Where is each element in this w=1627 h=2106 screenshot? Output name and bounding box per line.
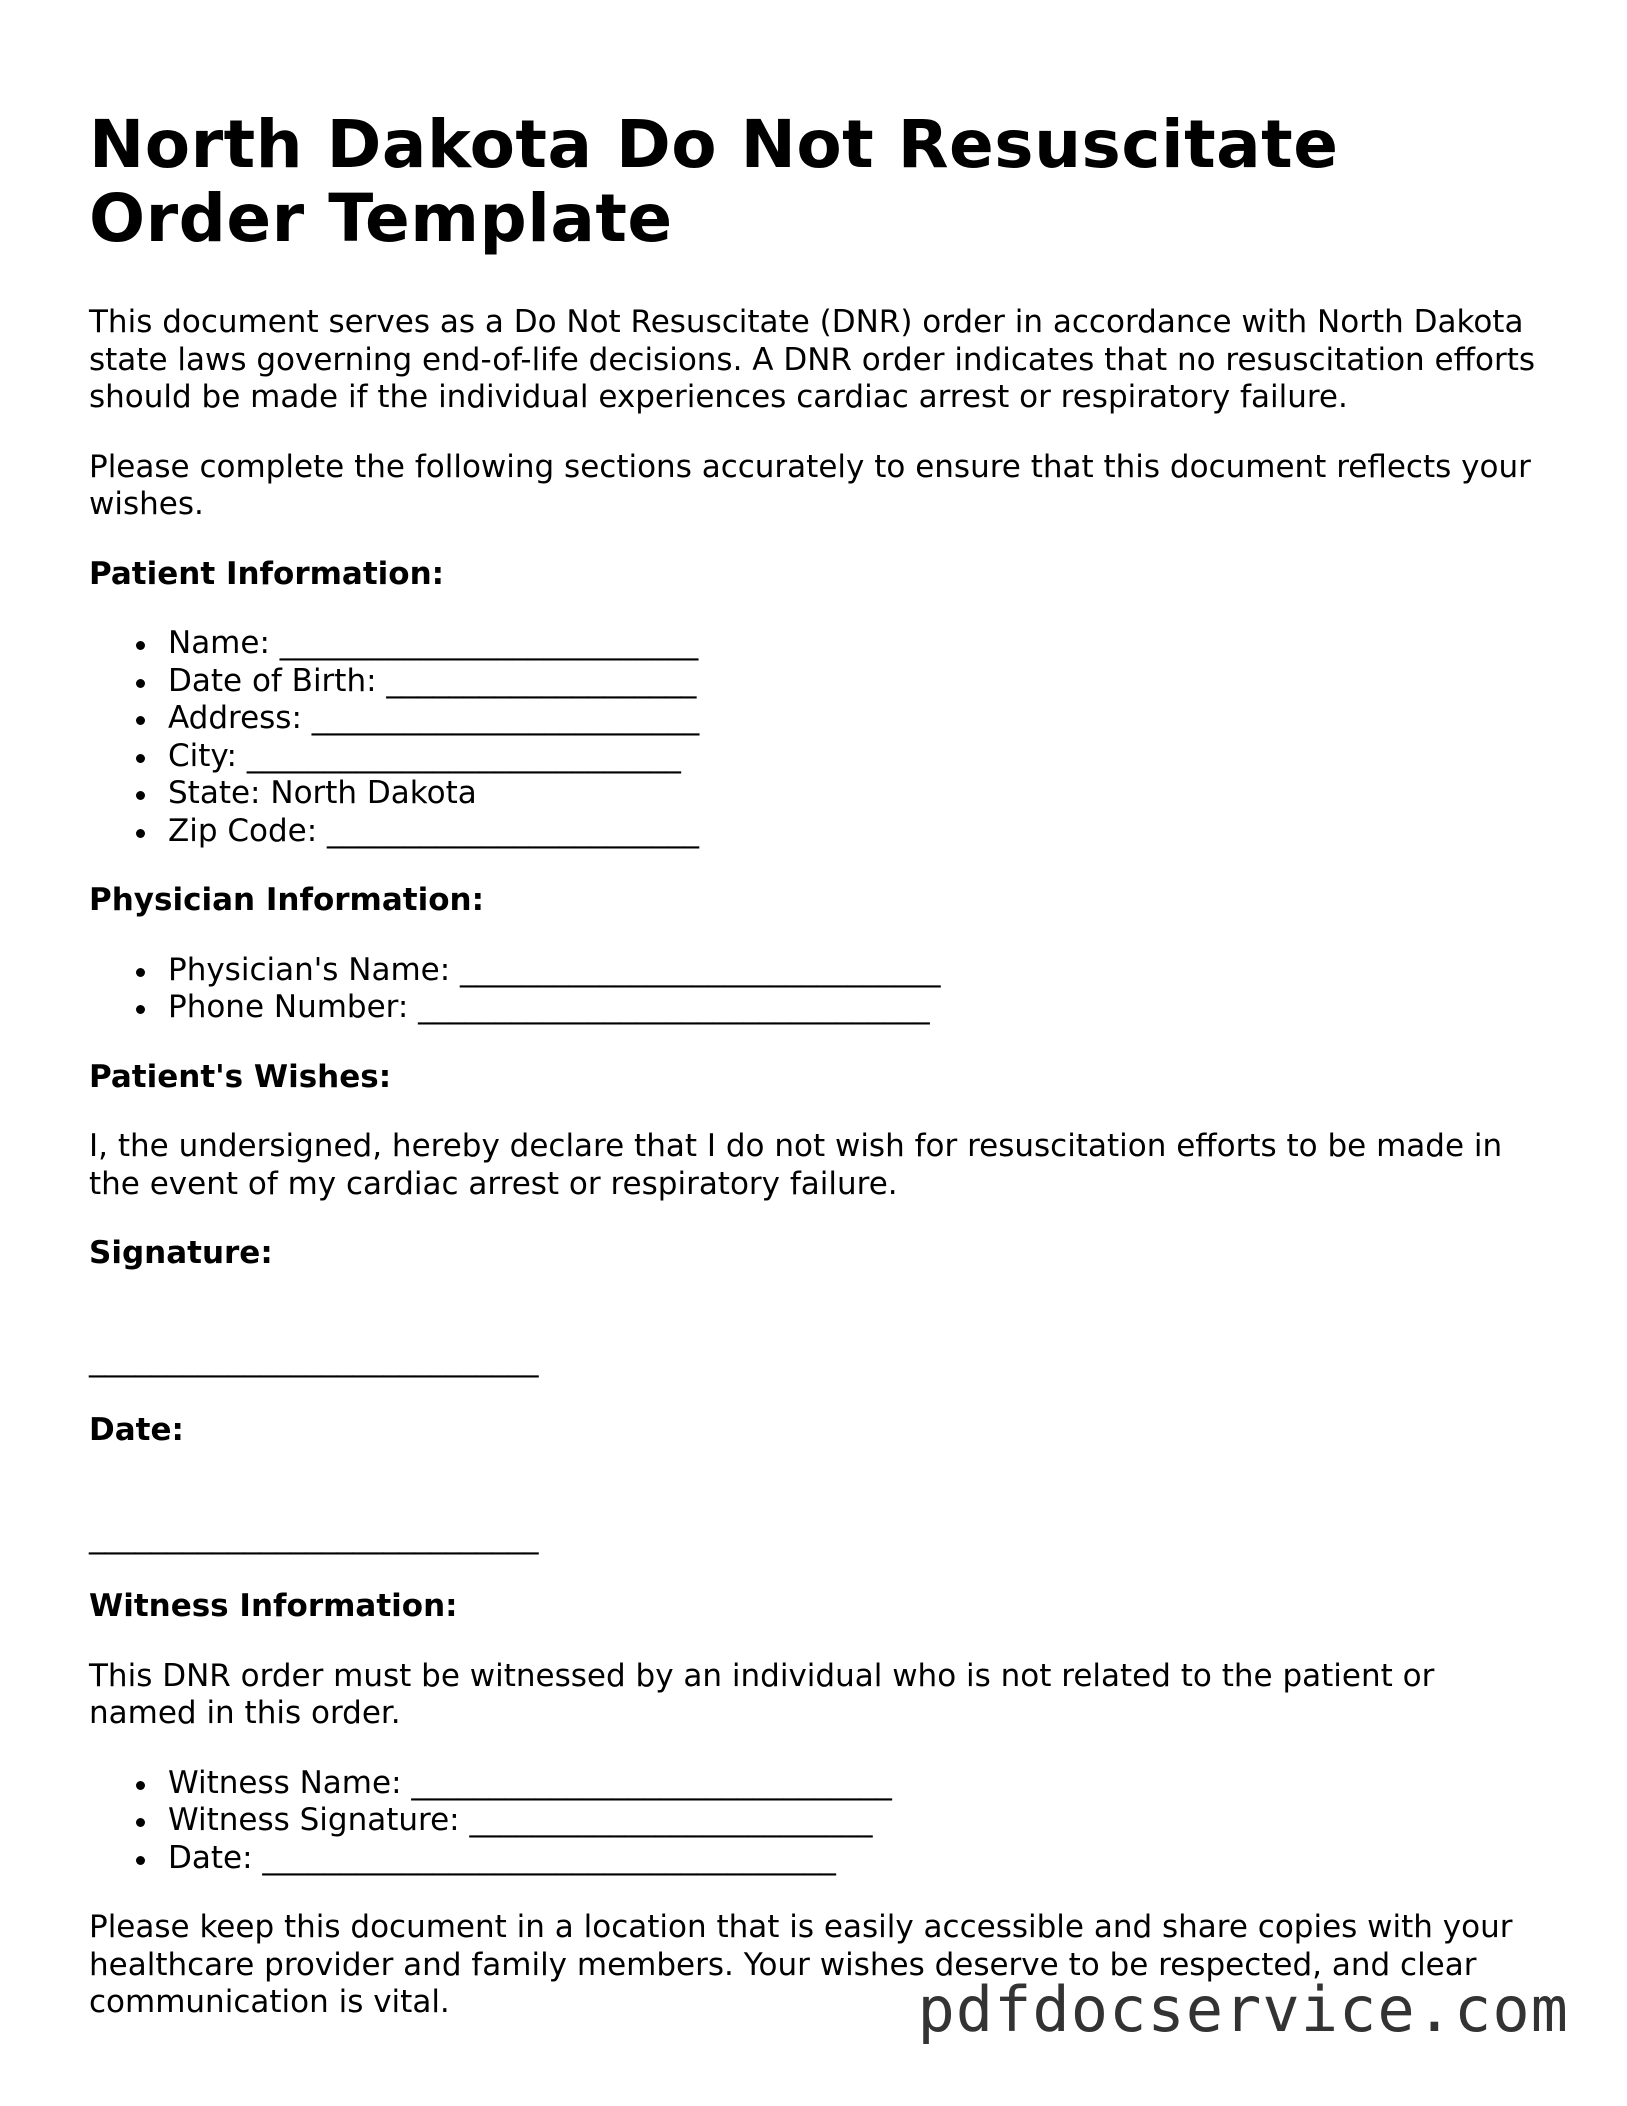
closing-paragraph: Please keep this document in a location that is easily accessible and share copies with your healthcare provider and family members. Your wishes deserve to be respected, and clear communication is vital.	[89, 1909, 1513, 2020]
field-label: Zip Code:	[168, 812, 318, 849]
field-label: Witness Name:	[168, 1764, 402, 1801]
field-label: State:	[168, 775, 261, 811]
intro-paragraph: This document serves as a Do Not Resuscitate (DNR) order in accordance with North Dakota state laws governing end-of-life decisions. A DNR order indicates that no resuscitation efforts should be made if the individual experiences cardiac arrest or respiratory failure.	[89, 304, 1535, 415]
field-blank[interactable]: _________________________	[311, 700, 700, 736]
witness-info-heading: Witness Information:	[89, 1588, 458, 1624]
field-label: Date:	[168, 1839, 253, 1876]
physician-phone-field[interactable]	[168, 989, 1549, 1027]
witness-info-text: This DNR order must be witnessed by an individual who is not related to the patient or named in this order.	[89, 1657, 1435, 1731]
field-blank[interactable]: _____________________________________	[262, 1839, 836, 1876]
signature-line[interactable]: _____________________________	[89, 1342, 539, 1378]
witness-info-list	[89, 1765, 1549, 1878]
witness-signature-field[interactable]	[168, 1802, 1549, 1840]
physician-name-field[interactable]	[168, 952, 1549, 990]
patient-info-heading: Patient Information:	[89, 555, 445, 592]
patient-name-field[interactable]	[168, 625, 1549, 663]
patient-address-field[interactable]	[168, 700, 1549, 738]
field-label: Physician's Name:	[168, 951, 451, 988]
patient-state-field	[168, 775, 1549, 813]
physician-info-heading: Physician Information:	[89, 882, 484, 918]
field-blank[interactable]: __________________________	[469, 1802, 873, 1838]
field-label: Address:	[168, 700, 302, 736]
field-label: Witness Signature:	[168, 1802, 460, 1838]
page-title: North Dakota Do Not Resuscitate Order Template	[89, 106, 1339, 257]
patient-zip-field[interactable]	[168, 813, 1549, 851]
field-blank[interactable]: ___________________________	[279, 625, 699, 661]
date-heading: Date:	[89, 1411, 184, 1448]
patient-info-list	[89, 625, 1549, 850]
patient-wishes-heading: Patient's Wishes:	[89, 1058, 392, 1095]
signature-heading: Signature:	[89, 1235, 273, 1271]
patient-dob-field[interactable]	[168, 663, 1549, 701]
field-label: Phone Number:	[168, 989, 409, 1025]
field-blank[interactable]: _______________________________	[460, 951, 941, 988]
field-label: Date of Birth:	[168, 662, 377, 699]
field-blank[interactable]: _______________________________	[411, 1764, 892, 1801]
field-blank[interactable]: ____________________________	[246, 737, 681, 774]
instructions-paragraph: Please complete the following sections accurately to ensure that this document reflects your wishes.	[89, 448, 1531, 522]
field-label: Name:	[168, 625, 270, 661]
field-blank[interactable]: ____________________	[386, 662, 697, 699]
patient-city-field[interactable]	[168, 738, 1549, 776]
date-line[interactable]: _____________________________	[89, 1518, 539, 1555]
document-page	[89, 108, 1549, 2054]
field-value: North Dakota	[270, 775, 477, 811]
witness-date-field[interactable]	[168, 1840, 1549, 1878]
witness-name-field[interactable]	[168, 1765, 1549, 1803]
patient-wishes-text: I, the undersigned, hereby declare that I do not wish for resuscitation efforts to be made in the event of my cardiac arrest or respiratory failure.	[89, 1128, 1503, 1202]
field-blank[interactable]: ________________________	[327, 812, 700, 849]
field-blank[interactable]: _________________________________	[418, 989, 930, 1025]
watermark: pdfdocservice.com	[917, 1973, 1569, 2046]
physician-info-list	[89, 952, 1549, 1027]
field-label: City:	[168, 737, 237, 774]
